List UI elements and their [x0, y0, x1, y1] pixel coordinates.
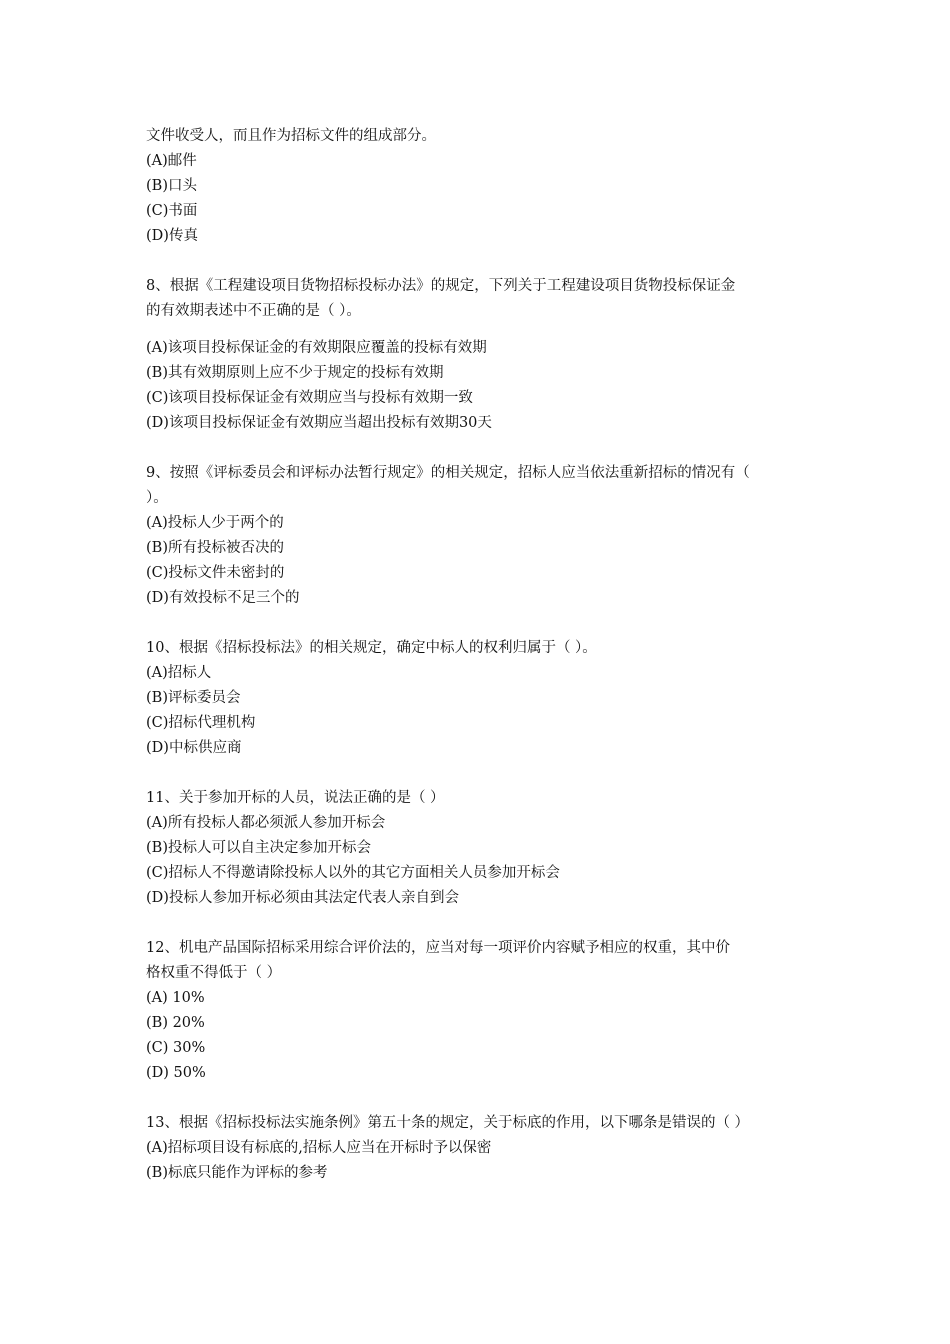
- option-a: (A)该项目投标保证金的有效期限应覆盖的投标有效期: [146, 340, 487, 356]
- option-a: (A)所有投标人都必须派人参加开标会: [146, 815, 386, 831]
- question-text: 8、根据《工程建设项目货物招标投标办法》的规定，下列关于工程建设项目货物投标保证金: [146, 278, 736, 294]
- question-continuation: [146, 124, 816, 249]
- option-d: (D) 50%: [146, 1065, 206, 1081]
- option-b: (B)评标委员会: [146, 690, 241, 706]
- option-d: (D)中标供应商: [146, 740, 242, 756]
- question-text: 13、根据《招标投标法实施条例》第五十条的规定，关于标底的作用，以下哪条是错误的（ ）: [146, 1115, 750, 1131]
- option-c: (C)招标代理机构: [146, 715, 256, 731]
- option-c: (C)投标文件未密封的: [146, 565, 285, 581]
- question-8: [146, 274, 816, 436]
- question-text-cont: 格权重不得低于（ ）: [146, 965, 282, 981]
- question-12: [146, 936, 816, 1086]
- option-b: (B)投标人可以自主决定参加开标会: [146, 840, 371, 856]
- option-a: (A)邮件: [146, 153, 197, 169]
- option-d: (D)有效投标不足三个的: [146, 590, 300, 606]
- question-text: 12、机电产品国际招标采用综合评价法的，应当对每一项评价内容赋予相应的权重，其中价: [146, 940, 730, 956]
- question-text-cont: ）。: [146, 490, 168, 506]
- question-10: [146, 636, 816, 761]
- question-text: 11、关于参加开标的人员，说法正确的是（ ）: [146, 790, 445, 806]
- option-b: (B)口头: [146, 178, 197, 194]
- question-11: [146, 786, 816, 911]
- option-a: (A) 10%: [146, 990, 205, 1006]
- question-text: 文件收受人，而且作为招标文件的组成部分。: [146, 128, 436, 144]
- question-9: [146, 461, 816, 611]
- question-text: 10、根据《招标投标法》的相关规定，确定中标人的权利归属于（ ）。: [146, 640, 597, 656]
- option-b: (B)其有效期原则上应不少于规定的投标有效期: [146, 365, 444, 381]
- option-a: (A)招标人: [146, 665, 212, 681]
- option-c: (C)书面: [146, 203, 198, 219]
- option-c: (C)该项目投标保证金有效期应当与投标有效期一致: [146, 390, 473, 406]
- option-b: (B)标底只能作为评标的参考: [146, 1165, 328, 1181]
- option-c: (C)招标人不得邀请除投标人以外的其它方面相关人员参加开标会: [146, 865, 560, 881]
- option-d: (D)投标人参加开标必须由其法定代表人亲自到会: [146, 890, 459, 906]
- option-a: (A)投标人少于两个的: [146, 515, 284, 531]
- option-b: (B)所有投标被否决的: [146, 540, 284, 556]
- option-a: (A)招标项目设有标底的,招标人应当在开标时予以保密: [146, 1140, 492, 1156]
- option-d: (D)该项目投标保证金有效期应当超出投标有效期30天: [146, 415, 492, 431]
- question-text: 9、按照《评标委员会和评标办法暂行规定》的相关规定，招标人应当依法重新招标的情况有（: [146, 465, 750, 481]
- option-c: (C) 30%: [146, 1040, 206, 1056]
- option-d: (D)传真: [146, 228, 198, 244]
- option-b: (B) 20%: [146, 1015, 205, 1031]
- question-13: [146, 1111, 816, 1186]
- document-page: [146, 124, 816, 1211]
- question-text-cont: 的有效期表述中不正确的是（ ）。: [146, 303, 361, 319]
